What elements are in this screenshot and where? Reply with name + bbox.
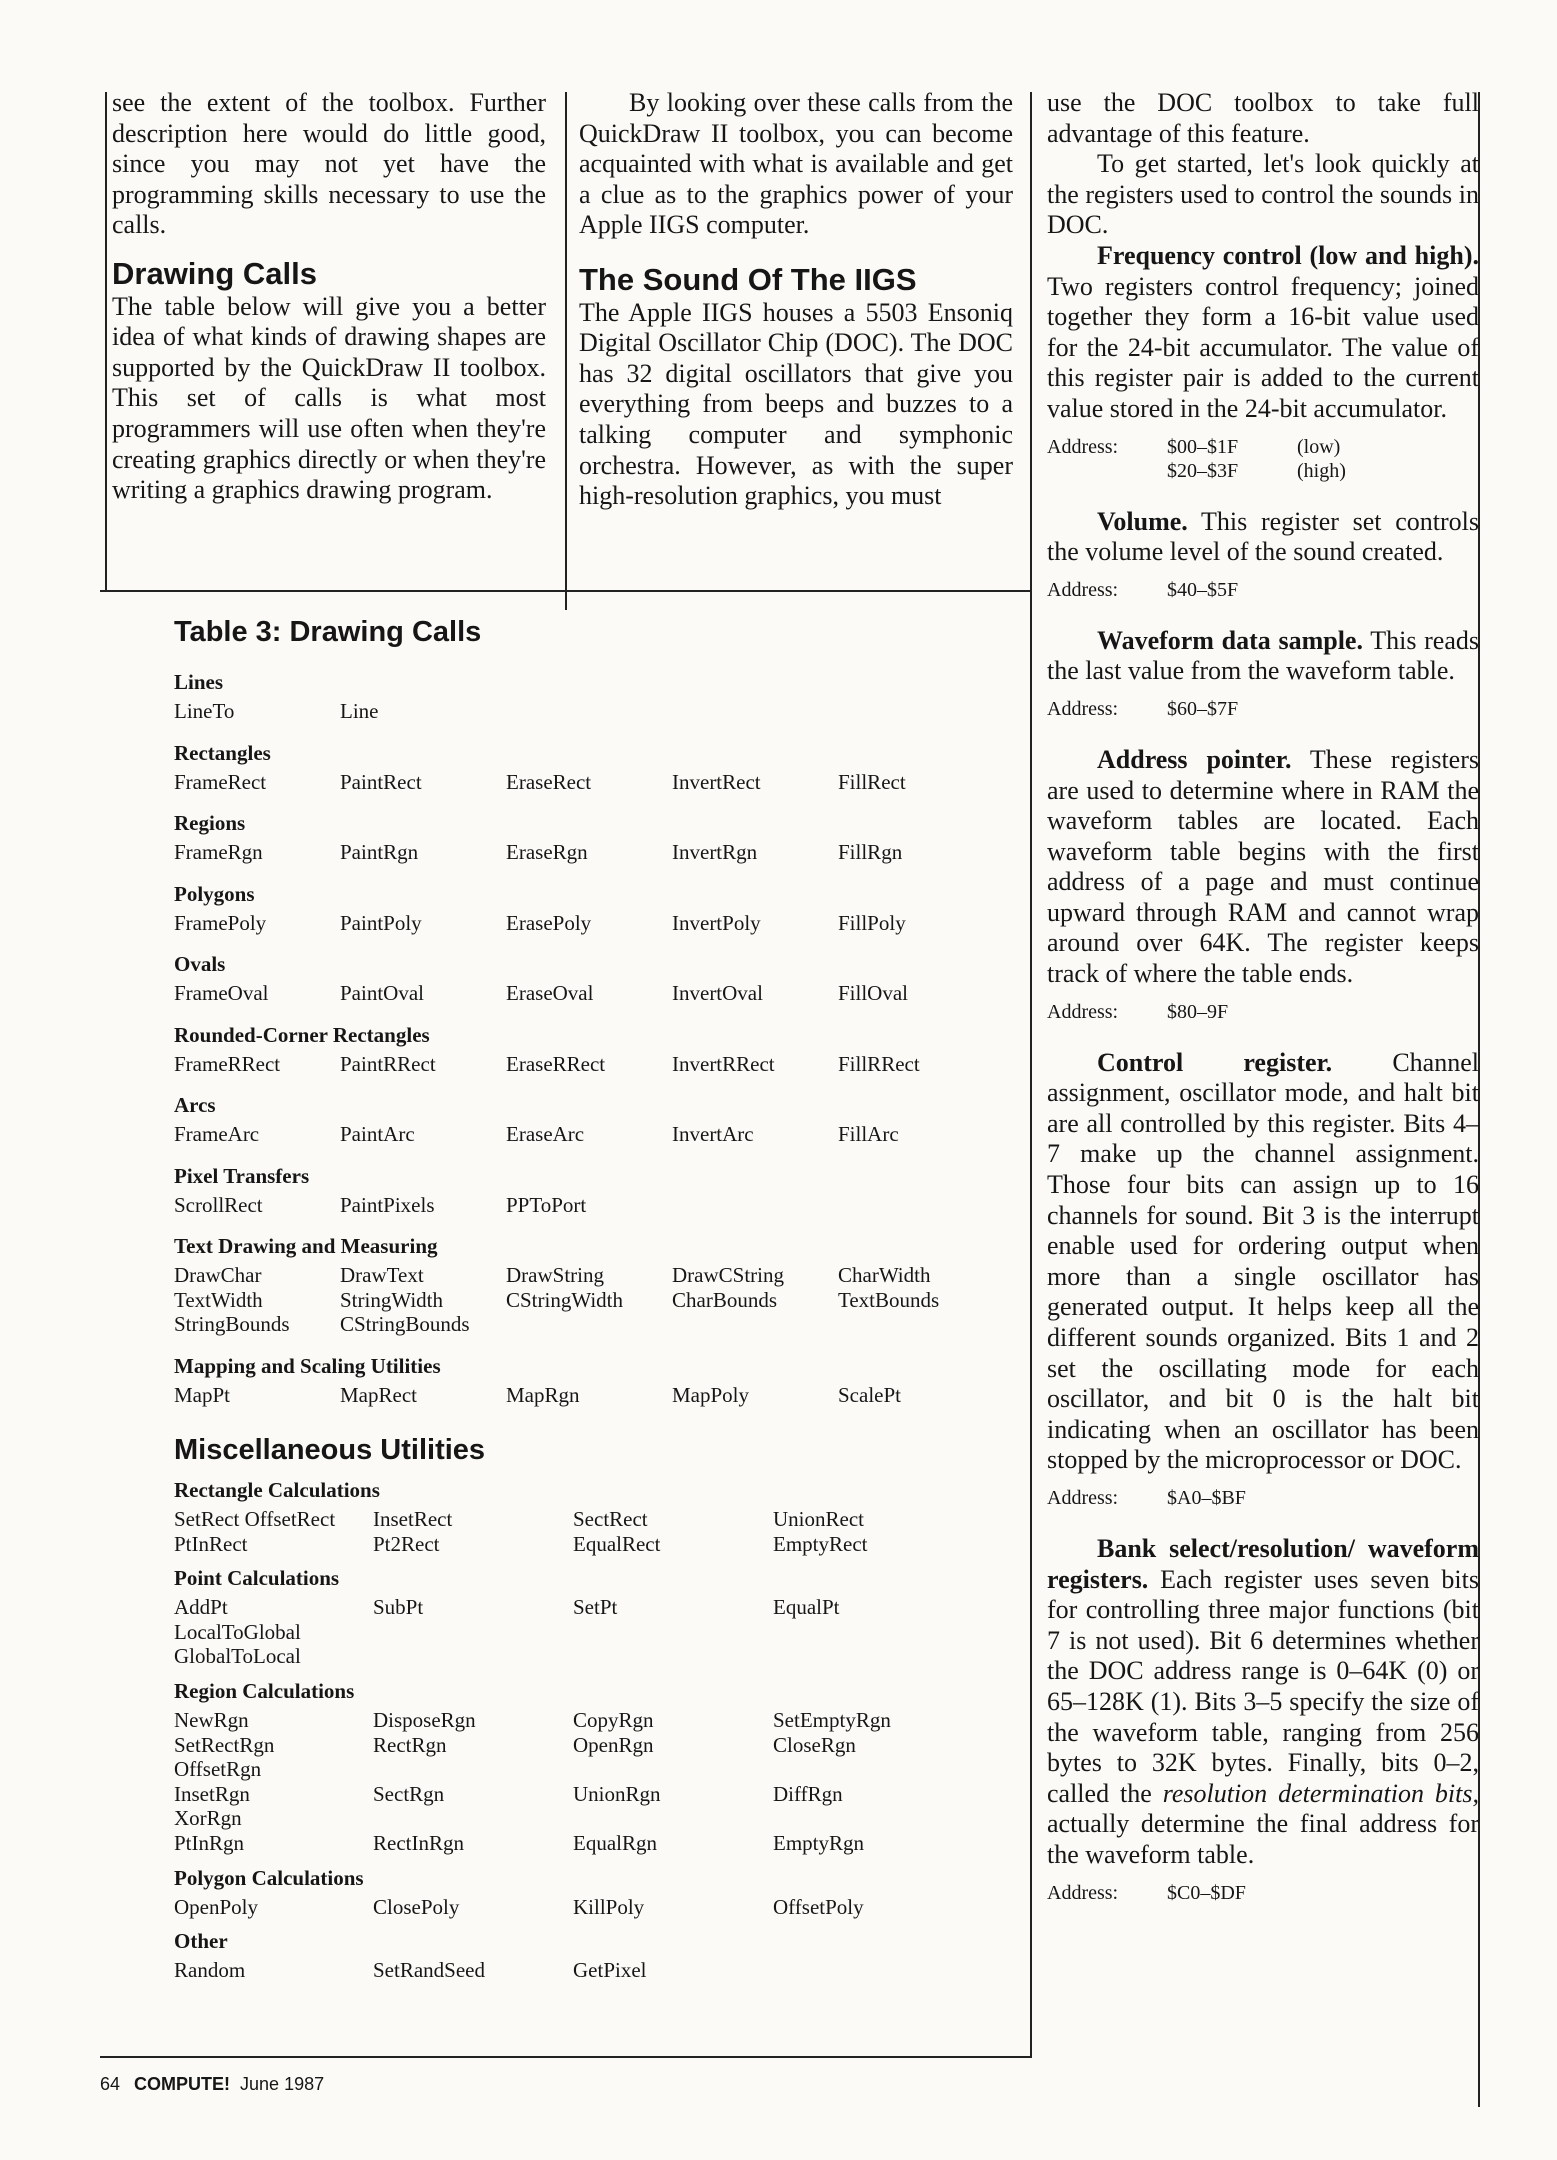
call-name: GetPixel	[573, 1958, 647, 1983]
category-heading: Text Drawing and Measuring	[174, 1234, 438, 1258]
call-name: FillRect	[838, 769, 906, 794]
call-name: KillPoly	[573, 1894, 645, 1919]
bank-body-2: actually determine the final address for the waveform table.	[1047, 1809, 1479, 1869]
call-name: ClosePoly	[373, 1894, 460, 1919]
address-value: $20–$3F	[1167, 459, 1239, 482]
call-name: PPToPort	[506, 1192, 587, 1217]
call-name: DisposeRgn	[373, 1708, 476, 1732]
category-heading: Rectangles	[174, 740, 271, 765]
volume-paragraph	[1047, 507, 1479, 568]
call-name: FillRgn	[838, 840, 903, 864]
call-name: SectRect	[573, 1507, 648, 1531]
call-name: CloseRgn	[773, 1732, 856, 1757]
call-name: EraseRRect	[506, 1051, 606, 1076]
category-heading: Polygons	[174, 881, 255, 906]
frequency-body: Two registers control frequency; joined together they form a 16-bit value used for the 24-bit accumulator. The value of this register pair is added to the current value stored in the 24-bit accumulator.	[1047, 271, 1479, 423]
call-name: UnionRgn	[573, 1781, 661, 1806]
call-name: FrameOval	[174, 981, 269, 1005]
address-label: Address:	[1047, 1881, 1119, 1904]
call-name: EraseArc	[506, 1122, 585, 1146]
category-heading: Region Calculations	[174, 1679, 355, 1703]
call-name: OffsetRgn	[174, 1757, 262, 1782]
call-name: FillPoly	[838, 910, 906, 935]
call-name: SetRandSeed	[373, 1958, 485, 1983]
call-name: Line	[340, 699, 379, 723]
call-name: OpenRgn	[573, 1732, 654, 1757]
call-name: EmptyRgn	[773, 1831, 865, 1855]
column-2	[579, 88, 1013, 512]
call-name: EraseRgn	[506, 840, 588, 864]
waveform-body: This reads the last value from the waveform table.	[1047, 625, 1479, 686]
call-name: OpenPoly	[174, 1894, 258, 1919]
col1-paragraph-1: see the extent of the toolbox. Further description here would do little good, since you may not yet have the programming skills necessary to use the calls.	[112, 88, 546, 240]
address-value: $40–$5F	[1167, 578, 1239, 601]
call-name: PaintRect	[340, 769, 422, 794]
call-name: ScrollRect	[174, 1192, 263, 1217]
category-heading: Regions	[174, 811, 246, 835]
call-name: PaintRRect	[340, 1051, 436, 1076]
call-name: ScalePt	[838, 1382, 901, 1407]
col1-paragraph-2: The table below will give you a better idea of what kinds of drawing shapes are supported by the QuickDraw II toolbox. This set of calls is what most programmers will use often when they're creating graphics directly or when they're writing a graphics drawing program.	[112, 291, 546, 505]
magazine-name: COMPUTE!	[134, 2074, 231, 2094]
call-name: SetPt	[573, 1595, 618, 1620]
frequency-paragraph	[1047, 241, 1479, 425]
call-name: MapPoly	[672, 1382, 750, 1407]
pointer-heading: Address pointer.	[1097, 744, 1292, 774]
call-name: EqualPt	[773, 1595, 840, 1620]
col3-paragraph-1: use the DOC toolbox to take full advantage of this feature.	[1047, 88, 1479, 148]
column-1	[112, 88, 546, 506]
category-heading: Polygon Calculations	[174, 1865, 364, 1890]
call-name: FillArc	[838, 1122, 899, 1146]
category-heading: Pixel Transfers	[174, 1163, 310, 1188]
control-body: Channel assignment, oscillator mode, and halt bit are all controlled by this register. Bits 4–7 make up the channel assignment. Those four bits can assign up to 16 channels for sound. Bit 3 is the interrupt enable used for ordering output when more than a single oscillator has generated output. It helps keep all the different sounds organized. Bits 1 and 2 set the oscillating mode for each oscillator, and bit 0 is the halt bit indicating when an oscillator has been stopped by the microprocessor or DOC.	[1047, 1047, 1479, 1475]
address-value: $C0–$DF	[1167, 1881, 1246, 1904]
call-name: InsetRect	[373, 1507, 453, 1531]
volume-address	[1047, 578, 1479, 602]
call-name: CopyRgn	[573, 1708, 654, 1732]
address-value: $A0–$BF	[1167, 1486, 1246, 1509]
call-name: DrawString	[506, 1263, 604, 1287]
rule-col2-col3	[1030, 92, 1032, 2057]
call-name: InsetRgn	[174, 1781, 250, 1806]
call-name: DrawText	[340, 1263, 424, 1287]
address-label: Address:	[1047, 1000, 1119, 1023]
call-name: MapPt	[174, 1382, 231, 1407]
pointer-address	[1047, 1000, 1479, 1024]
control-paragraph	[1047, 1048, 1479, 1476]
call-name: FrameRect	[174, 769, 267, 794]
call-name: XorRgn	[174, 1806, 242, 1831]
call-name: GlobalToLocal	[174, 1644, 301, 1669]
call-name: StringWidth	[340, 1287, 443, 1312]
category-heading: Ovals	[174, 952, 226, 976]
column-3	[1047, 88, 1479, 1929]
page-footer	[100, 2074, 324, 2095]
call-name: FramePoly	[174, 910, 267, 935]
call-name: InvertPoly	[672, 910, 761, 935]
call-name: RectRgn	[373, 1732, 447, 1757]
call-name: DrawCString	[672, 1263, 784, 1287]
category-heading: Mapping and Scaling Utilities	[174, 1353, 441, 1378]
call-name: PaintArc	[340, 1122, 415, 1146]
category-heading: Other	[174, 1929, 228, 1954]
call-name: PaintPixels	[340, 1192, 435, 1217]
col2-paragraph-2: The Apple IIGS houses a 5503 Ensoniq Digital Oscillator Chip (DOC). The DOC has 32 digital oscillators that give you everything from beeps and buzzes to a talking computer and symphonic orchestra. However, as with the super high-resolution graphics, you must	[579, 297, 1013, 511]
call-name: PtInRgn	[174, 1831, 245, 1855]
call-name: SetRect OffsetRect	[174, 1507, 336, 1531]
call-name: PaintOval	[340, 981, 424, 1005]
call-name: PtInRect	[174, 1531, 248, 1556]
call-name: EmptyRect	[773, 1531, 868, 1556]
call-name: DrawChar	[174, 1263, 262, 1287]
control-address	[1047, 1486, 1479, 1510]
call-name: InvertRgn	[672, 840, 758, 864]
address-note: (high)	[1297, 459, 1346, 482]
bank-heading: Bank select/resolution/ waveform registers.	[1047, 1533, 1479, 1594]
call-name: PaintPoly	[340, 910, 422, 935]
call-name: FrameArc	[174, 1122, 260, 1146]
call-name: SetRectRgn	[174, 1732, 275, 1757]
call-name: CStringBounds	[340, 1312, 470, 1336]
misc-title: Miscellaneous Utilities	[174, 1434, 486, 1466]
category-heading: Rounded-Corner Rectangles	[174, 1022, 430, 1047]
call-name: InvertOval	[672, 981, 763, 1005]
call-name: RectInRgn	[373, 1831, 464, 1855]
call-name: FrameRgn	[174, 840, 263, 864]
issue-date: June 1987	[240, 2074, 325, 2094]
bank-italic: resolution determination bits,	[1162, 1778, 1479, 1808]
call-name: UnionRect	[773, 1507, 864, 1531]
call-name: FrameRRect	[174, 1051, 281, 1076]
call-name: FillOval	[838, 981, 909, 1005]
call-name: Pt2Rect	[373, 1531, 440, 1556]
col2-paragraph-1: By looking over these calls from the QuickDraw II toolbox, you can become acquainted with what is available and get a clue as to the graphics power of your Apple IIGS computer.	[579, 88, 1013, 240]
call-name: LocalToGlobal	[174, 1619, 301, 1644]
pointer-paragraph	[1047, 745, 1479, 990]
table-title: Table 3: Drawing Calls	[174, 616, 482, 648]
call-name: FillRRect	[838, 1051, 920, 1076]
call-name: SectRgn	[373, 1781, 445, 1806]
volume-body: This register set controls the volume level of the sound created.	[1047, 506, 1479, 567]
waveform-paragraph	[1047, 626, 1479, 687]
call-name: CharBounds	[672, 1287, 777, 1312]
frequency-heading: Frequency control (low and high).	[1097, 240, 1479, 270]
call-name: EraseOval	[506, 981, 594, 1005]
category-heading: Arcs	[174, 1093, 216, 1117]
rule-col1-col2	[565, 92, 567, 610]
pointer-body: These registers are used to determine where in RAM the waveform tables are located. Each waveform table begins with the first address of a page and must continue upward through RAM and cannot wrap around over 64K. The register keeps track of where the table ends.	[1047, 744, 1479, 989]
call-name: InvertRRect	[672, 1051, 775, 1076]
call-name: InvertArc	[672, 1122, 754, 1146]
address-note: (low)	[1297, 435, 1341, 458]
bank-body-1: Each register uses seven bits for controlling three major functions (bit 7 is not used). Bit 6 determines whether the DOC address range is 0–64K (0) or 65–128K (1). Bits 3–5 specify the size of the waveform table, ranging from 256 bytes to 32K bytes. Finally, bits 0–2, called the	[1047, 1564, 1479, 1808]
category-heading: Lines	[174, 670, 224, 694]
bank-paragraph	[1047, 1534, 1479, 1871]
col3-paragraph-2: To get started, let's look quickly at the registers used to control the sounds in DOC.	[1047, 149, 1479, 240]
call-name: InvertRect	[672, 769, 761, 794]
call-name: NewRgn	[174, 1708, 249, 1732]
call-name: EqualRect	[573, 1531, 661, 1556]
call-name: TextBounds	[838, 1287, 940, 1312]
category-heading: Rectangle Calculations	[174, 1478, 380, 1502]
call-name: SubPt	[373, 1595, 424, 1620]
address-value: $80–9F	[1167, 1000, 1229, 1023]
rule-table-bottom	[100, 2056, 1032, 2058]
call-name: PaintRgn	[340, 840, 419, 864]
call-name: EqualRgn	[573, 1831, 657, 1855]
call-name: AddPt	[174, 1595, 228, 1620]
drawing-calls-heading: Drawing Calls	[112, 255, 317, 291]
call-name: CharWidth	[838, 1263, 931, 1287]
page-number: 64	[100, 2074, 121, 2094]
call-name: OffsetPoly	[773, 1894, 864, 1919]
address-value: $00–$1F	[1167, 435, 1239, 458]
control-heading: Control register.	[1097, 1047, 1333, 1077]
waveform-address	[1047, 697, 1479, 721]
address-label: Address:	[1047, 435, 1119, 458]
bank-address	[1047, 1881, 1479, 1905]
rule-table-top	[100, 590, 1030, 592]
address-value: $60–$7F	[1167, 697, 1239, 720]
call-name: MapRgn	[506, 1382, 580, 1407]
rule-col1-left	[105, 92, 107, 592]
sound-heading: The Sound Of The IIGS	[579, 261, 917, 297]
call-name: DiffRgn	[773, 1781, 843, 1806]
category-heading: Point Calculations	[174, 1566, 340, 1591]
volume-heading: Volume.	[1097, 506, 1188, 536]
frequency-address	[1047, 435, 1479, 483]
call-name: CStringWidth	[506, 1287, 623, 1312]
address-label: Address:	[1047, 697, 1119, 720]
call-name: TextWidth	[174, 1287, 263, 1312]
call-name: ErasePoly	[506, 910, 592, 935]
call-name: LineTo	[174, 699, 235, 723]
address-label: Address:	[1047, 1486, 1119, 1509]
waveform-heading: Waveform data sample.	[1097, 625, 1363, 655]
address-label: Address:	[1047, 578, 1119, 601]
call-name: EraseRect	[506, 769, 592, 794]
call-name: SetEmptyRgn	[773, 1708, 891, 1732]
call-name: Random	[174, 1958, 246, 1983]
call-name: StringBounds	[174, 1312, 290, 1336]
call-name: MapRect	[340, 1382, 417, 1407]
